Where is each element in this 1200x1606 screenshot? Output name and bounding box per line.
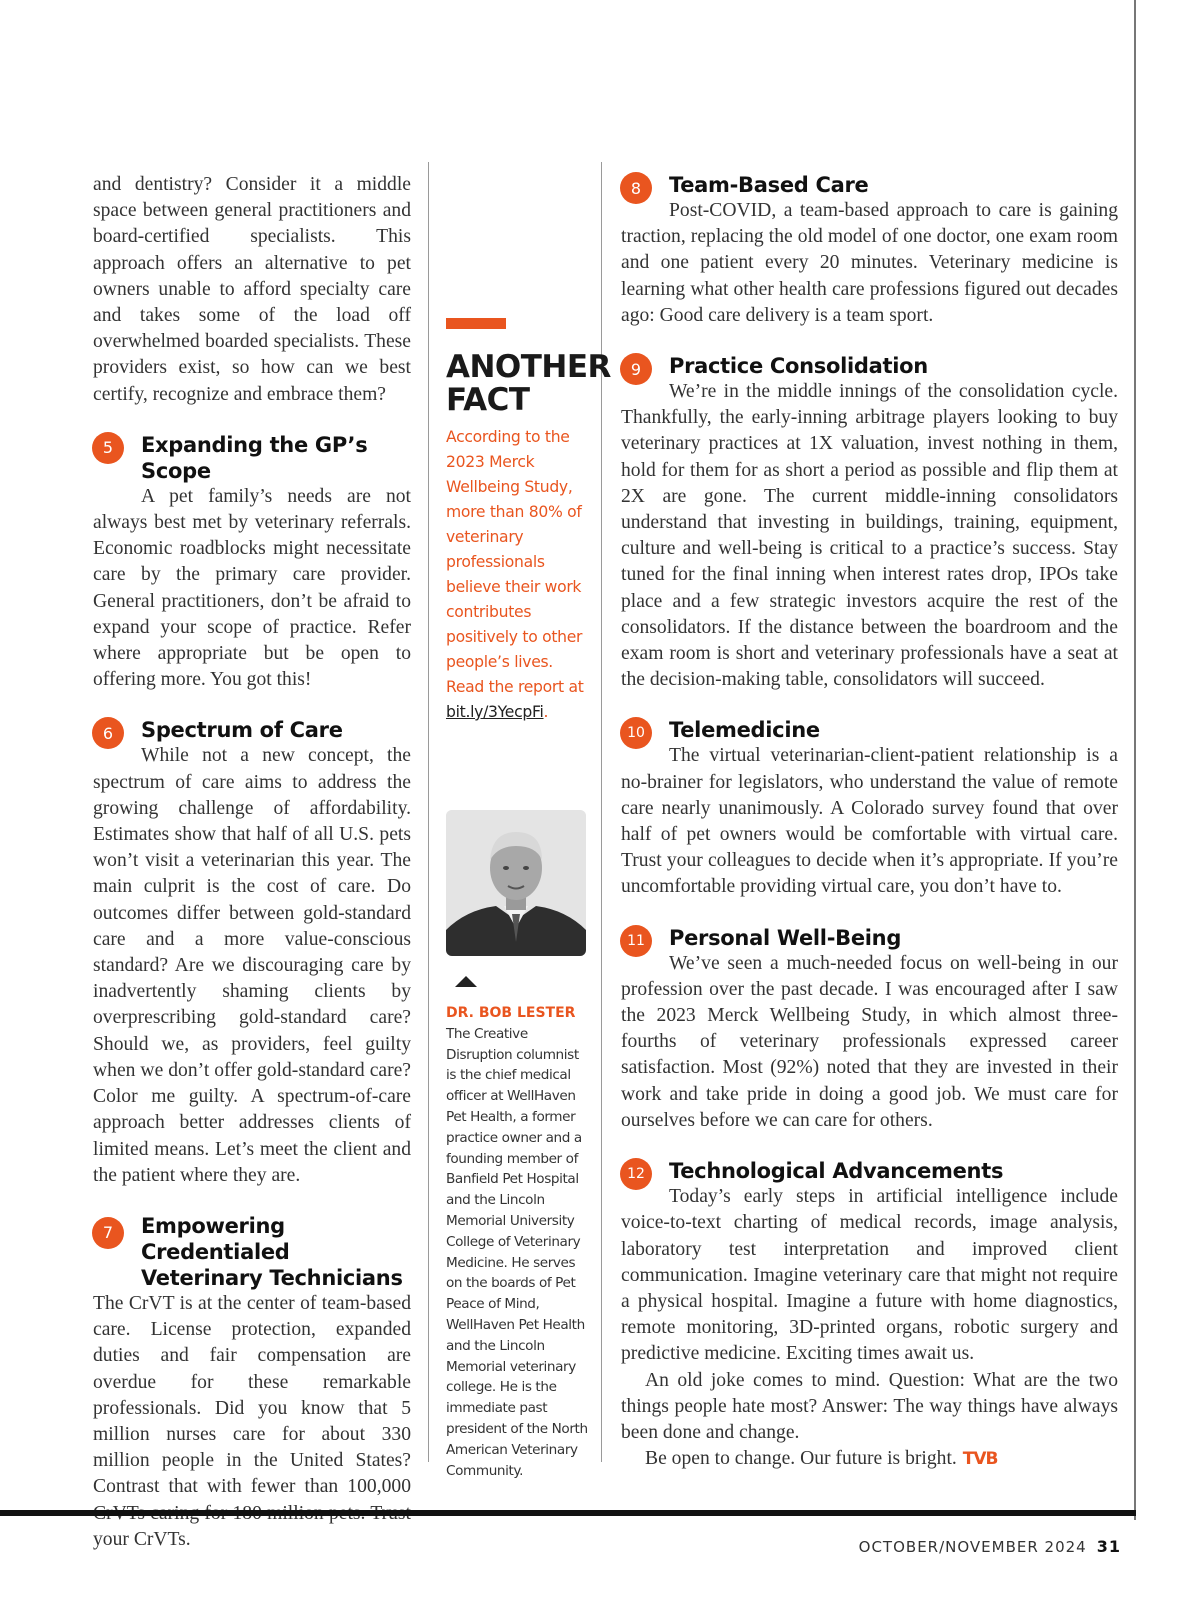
- section-number-badge: 5: [92, 432, 124, 464]
- fact-text: [446, 425, 588, 725]
- section-heading: [141, 1213, 411, 1291]
- section-12: [621, 1158, 1118, 1472]
- footer-rule: [0, 1510, 1136, 1516]
- closing-line: [621, 1446, 1118, 1472]
- fact-title-line1: ANOTHER: [446, 349, 611, 385]
- section-heading: Spectrum of Care: [141, 718, 343, 743]
- section-heading: Team-Based Care: [669, 173, 869, 197]
- column-divider-left: [428, 162, 429, 1462]
- section-heading: Expanding the GP’s Scope: [141, 432, 368, 483]
- issue-date: OCTOBER/NOVEMBER 2024: [858, 1538, 1087, 1556]
- fact-title-line2: FACT: [446, 382, 530, 418]
- section-number-badge: 9: [620, 353, 652, 385]
- section-number-badge: 11: [620, 925, 652, 957]
- section-body: We’ve seen a much-needed focus on well-being in our profession over the past decade. I was encouraged after I saw the 2023 Merck Wellbeing Study, in which almost three-fourths of veterinary professionals expressed career satisfaction. Most (92%) noted that they are invested in their work and take pride in doing a good job. We must care for ourselves before we can care for others.: [621, 952, 1118, 1131]
- section-heading: Telemedicine: [669, 718, 820, 743]
- section-number-badge: 7: [92, 1217, 124, 1249]
- fact-link-suffix: .: [543, 703, 549, 721]
- page-number: 31: [1096, 1537, 1121, 1556]
- section-7: [93, 1213, 411, 1553]
- right-column: [621, 172, 1118, 1472]
- section-heading: Practice Consolidation: [669, 354, 928, 379]
- author-photo-illustration: [446, 810, 586, 956]
- section-10: [621, 717, 1118, 900]
- section-8: [621, 172, 1118, 329]
- left-column: [93, 172, 411, 1553]
- section-body: We’re in the middle innings of the consolidation cycle. Thankfully, the early-inning arbitrage players looking to buy veterinary practices at 1X valuation, invest nothing in them, hold for them for as short a period as possible and flip them at 2X are gone. The current middle-inning consolidators understand that investing in buildings, training, equipment, culture and well-being is critical to a practice’s success. Stay tuned for the final inning when interest rates drop, IPOs take place and a few strategic investors acquire the rest of the consolidators. If the distance between the boardroom and the exam room is short and veterinary professionals have a seat at the decision-making table, consolidators will succeed.: [621, 381, 1118, 691]
- section-body: Post-COVID, a team-based approach to care is gaining traction, replacing the old model of one doctor, one exam room and one patient every 20 minutes. Veterinary medicine is learning what other health care professions figured out decades ago: Good care delivery is a team sport.: [621, 200, 1118, 326]
- section-5: [93, 432, 411, 694]
- section-number-badge: 8: [620, 172, 652, 204]
- fact-body: According to the 2023 Merck Wellbeing Study, more than 80% of veterinary professionals believe their work contributes positively to other people’s lives. Read the report at: [446, 428, 584, 696]
- author-name: DR. BOB LESTER: [446, 1005, 576, 1021]
- section-heading-line2: Veterinary Technicians: [141, 1265, 403, 1290]
- author-bio: [446, 1003, 588, 1481]
- author-bio-text: The Creative Disruption columnist is the chief medical officer at WellHaven Pet Health, a former practice owner and a founding member of Banfield Pet Hospital and the Lincoln Memorial University College of Veterinary Medicine. He serves on the boards of Pet Peace of Mind, WellHaven Pet Health and the Lincoln Memorial veterinary college. He is the immediate past president of the North American Veterinary Community.: [446, 1025, 588, 1479]
- section-number-badge: 10: [620, 717, 652, 749]
- section-6: [93, 717, 411, 1188]
- fact-sidebar: [446, 318, 611, 725]
- author-photo: [446, 810, 586, 956]
- section-heading: Technological Advancements: [669, 1159, 1004, 1184]
- intro-section: [93, 172, 411, 408]
- section-body: The CrVT is at the center of team-based care. License protection, expanded duties and fair compensation are overdue for these remarkable professionals. Did you know that 5 million nurses care for about 330 million people in the United States? Contrast that with fewer than 100,000 your CrVTs.: [93, 1292, 411, 1550]
- closing-text: Be open to change. Our future is bright.: [645, 1448, 957, 1470]
- section-11: [621, 925, 1118, 1134]
- section-heading: Personal Well-Being: [669, 925, 902, 950]
- fact-title: [446, 349, 611, 418]
- report-link[interactable]: bit.ly/3YecpFi: [446, 703, 544, 721]
- section-number-badge: 6: [92, 717, 124, 749]
- section-body: Today’s early steps in artificial intelligence include voice-to-text charting of medical records, image analysis, laboratory test interpretation and improved client communication. Imagine veterinary care that might not require a physical hospital. Imagine a future with home diagnostics, remote monitoring, 3D-printed organs, robotic surgery and predictive medicine. Exciting times await us.: [621, 1186, 1118, 1365]
- section-body: A pet family’s needs are not always best met by veterinary referrals. Economic roadblocks might necessitate care by the primary care provider. General practitioners, don’t be afraid to expand your scope of practice. Refer where appropriate but be open to offering more. You got this!: [93, 485, 411, 691]
- section-9: [621, 353, 1118, 693]
- intro-paragraph: and dentistry? Consider it a middle space between general practitioners and board-certified specialists. This approach offers an alternative to pet owners unable to afford specialty care and takes some of the load off overwhelmed boarded specialists. These providers exist, so how can we best certify, recognize and embrace them?: [93, 174, 411, 405]
- section-heading-line1: Empowering Credentialed: [141, 1213, 290, 1264]
- tvb-end-mark-logo: TVB: [962, 1449, 998, 1470]
- page-footer: [859, 1537, 1121, 1556]
- section-number-badge: 12: [620, 1158, 652, 1190]
- fact-accent-bar: [446, 318, 506, 329]
- page-edge-line: [1134, 0, 1136, 1520]
- closing-paragraph: An old joke comes to mind. Question: What are the two things people hate most? Answer: The way things have always been done and change.: [621, 1369, 1118, 1443]
- section-body: While not a new concept, the spectrum of care aims to address the growing challenge of affordability. Estimates show that half of all U.S. pets won’t visit a veterinarian this year. The main culprit is the cost of care. Do outcomes differ between gold-standard care and a more value-conscious standard? Are we discouraging care by inadvertently shaming clients by overprescribing gold-standard care? Should we, as providers, feel guilty when we don’t offer gold-standard care? Color me guilty. A spectrum-of-care approach better addresses clients of limited means. Let’s meet the client and the patient where they are.: [93, 745, 411, 1186]
- section-body: The virtual veterinarian-client-patient relationship is a no-brainer for legislators, who understand the value of remote care nearly unanimously. A Colorado survey found that over half of pet owners would be comfortable with virtual care. Trust your colleagues to decide when it’s appropriate. If you’re uncomfortable providing virtual care, you don’t have to.: [621, 745, 1118, 898]
- caption-pointer-icon: [455, 976, 477, 987]
